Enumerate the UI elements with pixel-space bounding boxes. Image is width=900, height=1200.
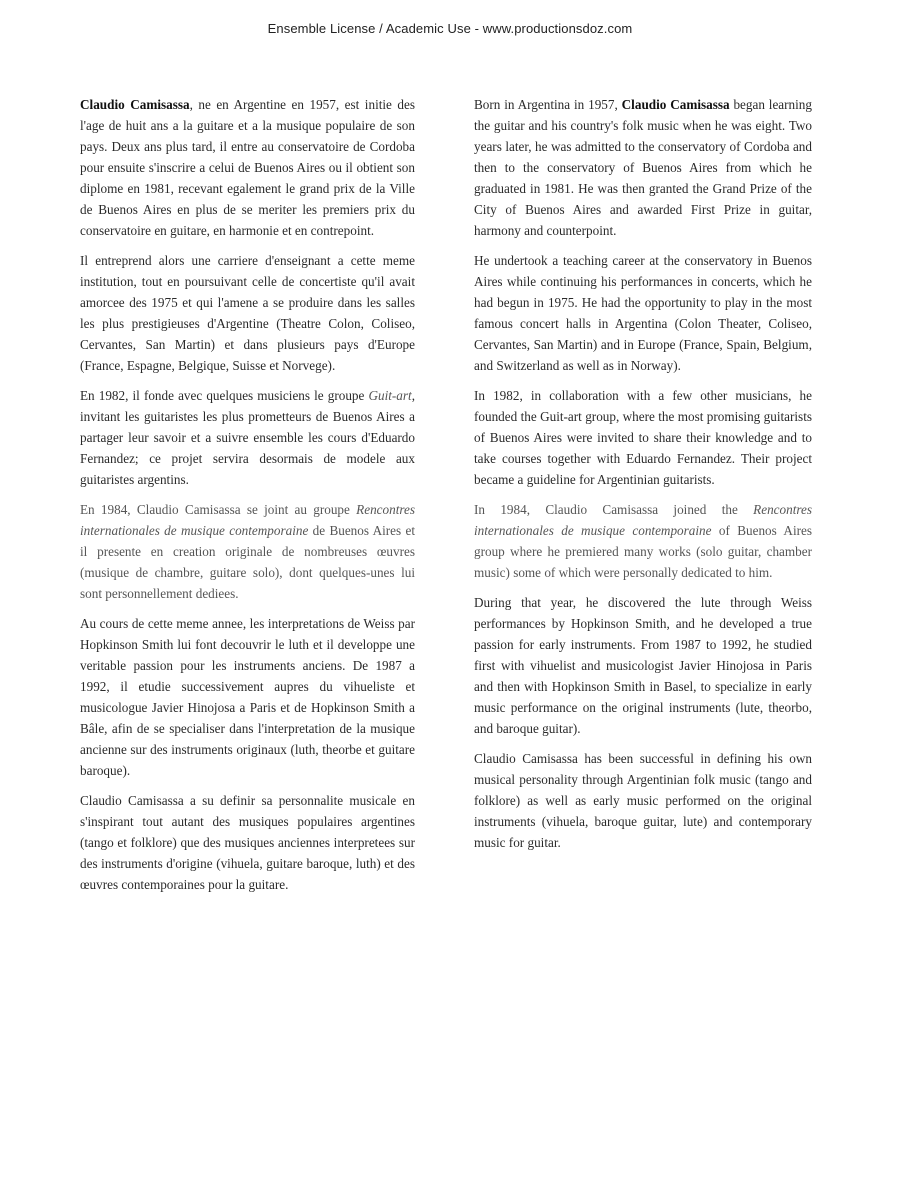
license-header: Ensemble License / Academic Use - www.productionsdoz.com [267, 21, 633, 36]
french-paragraph-2: Il entreprend alors une carriere d'enseignant a cette meme institution, tout en poursuivant celle de concertiste qu'il avait amorcee des 1975 et qui l'amene a se produire dans les salles les plus prestigieuses d'Argentine (Theatre Colon, Coliseo, Cervantes, San Martin) et dans plusieurs pays d'Europe (France, Espagne, Belgique, Suisse et Norvege). [80, 253, 415, 373]
english-biography-column [474, 94, 812, 862]
french-paragraph-6: Claudio Camisassa a su definir sa personnalite musicale en s'inspirant tout autant des musiques populaires argentines (tango et folklore) que des musiques anciennes interpretees sur des instruments d'origine (vihuela, guitare baroque, luth) et des œuvres contemporaines pour la guitare. [80, 793, 415, 892]
french-paragraph-1: Claudio Camisassa, ne en Argentine en 1957, est initie des l'age de huit ans a la guitare et a la musique populaire de son pays. Deux ans plus tard, il entre au conservatoire de Cordoba pour ensuite s'inscrire a celui de Buenos Aires ou il obtient son diplome en 1981, recevant egalement le grand prix de la Ville de Buenos Aires en plus de se meriter les premiers prix du conservatoire en guitare, en harmonie et en contrepoint. [80, 97, 415, 238]
english-paragraph-3: In 1982, in collaboration with a few other musicians, he founded the Guit-art group, where the most promising guitarists of Buenos Aires were invited to share their knowledge and to take courses together with Eduardo Fernandez. Their project became a guideline for Argentinian guitarists. [474, 388, 812, 487]
english-paragraph-4: In 1984, Claudio Camisassa joined the Rencontres internationales de musique contemporaine of Buenos Aires group where he premiered many works (solo guitar, chamber music) some of which were personally dedicated to him. [474, 502, 812, 580]
artist-name: Claudio Camisassa [621, 97, 730, 112]
artist-name: Claudio Camisassa [80, 97, 190, 112]
group-name-guitart: Guit-art [368, 388, 412, 403]
group-name-rencontres: Rencontres internationales de musique contemporaine [474, 502, 812, 538]
french-paragraph-3: En 1982, il fonde avec quelques musiciens le groupe Guit-art, invitant les guitaristes les plus prometteurs de Buenos Aires a partager leur savoir et a suivre ensemble les cours d'Eduardo Fernandez; ce projet servira desormais de modele aux guitaristes argentins. [80, 388, 415, 487]
english-paragraph-5: During that year, he discovered the lute through Weiss performances by Hopkinson Smith, and he developed a true passion for early instruments. From 1987 to 1992, he studied first with vihuelist and musicologist Javier Hinojosa in Paris and then with Hopkinson Smith in Basel, to specialize in early music performance on the original instruments (lute, theorbo, and baroque guitar). [474, 595, 812, 736]
english-paragraph-2: He undertook a teaching career at the conservatory in Buenos Aires while continuing his performances in concerts, which he had begun in 1975. He had the opportunity to play in the most famous concert halls in Argentina (Colon Theater, Coliseo, Cervantes, San Martin) and in Europe (France, Spain, Belgium, and Switzerland as well as in Norway). [474, 253, 812, 373]
french-paragraph-5: Au cours de cette meme annee, les interpretations de Weiss par Hopkinson Smith lui font decouvrir le luth et il developpe une veritable passion pour les instruments anciens. De 1987 a 1992, il etudie successivement aupres du vihueliste et musicologue Javier Hinojosa a Paris et de Hopkinson Smith a Bâle, afin de se specialiser dans l'interpretation de la musique ancienne sur des instruments originaux (luth, theorbe et guitare baroque). [80, 616, 415, 778]
french-biography-column [80, 94, 415, 904]
english-paragraph-1: Born in Argentina in 1957, Claudio Camisassa began learning the guitar and his country's folk music when he was eight. Two years later, he was admitted to the conservatory of Cordoba and then to the conservatory of Buenos Aires from which he graduated in 1981. He was then granted the Grand Prize of the City of Buenos Aires and awarded First Prize in guitar, harmony and counterpoint. [474, 97, 812, 238]
english-paragraph-6: Claudio Camisassa has been successful in defining his own musical personality through Argentinian folk music (tango and folklore) as well as early music performed on the original instruments (vihuela, baroque guitar, lute) and contemporary music for guitar. [474, 751, 812, 850]
french-paragraph-4: En 1984, Claudio Camisassa se joint au groupe Rencontres internationales de musique contemporaine de Buenos Aires et il presente en creation originale de nombreuses œuvres (musique de chambre, guitare solo), dont quelques-unes lui sont personnellement dediees. [80, 502, 416, 601]
group-name-rencontres: Rencontres internationales de musique contemporaine [80, 502, 415, 538]
